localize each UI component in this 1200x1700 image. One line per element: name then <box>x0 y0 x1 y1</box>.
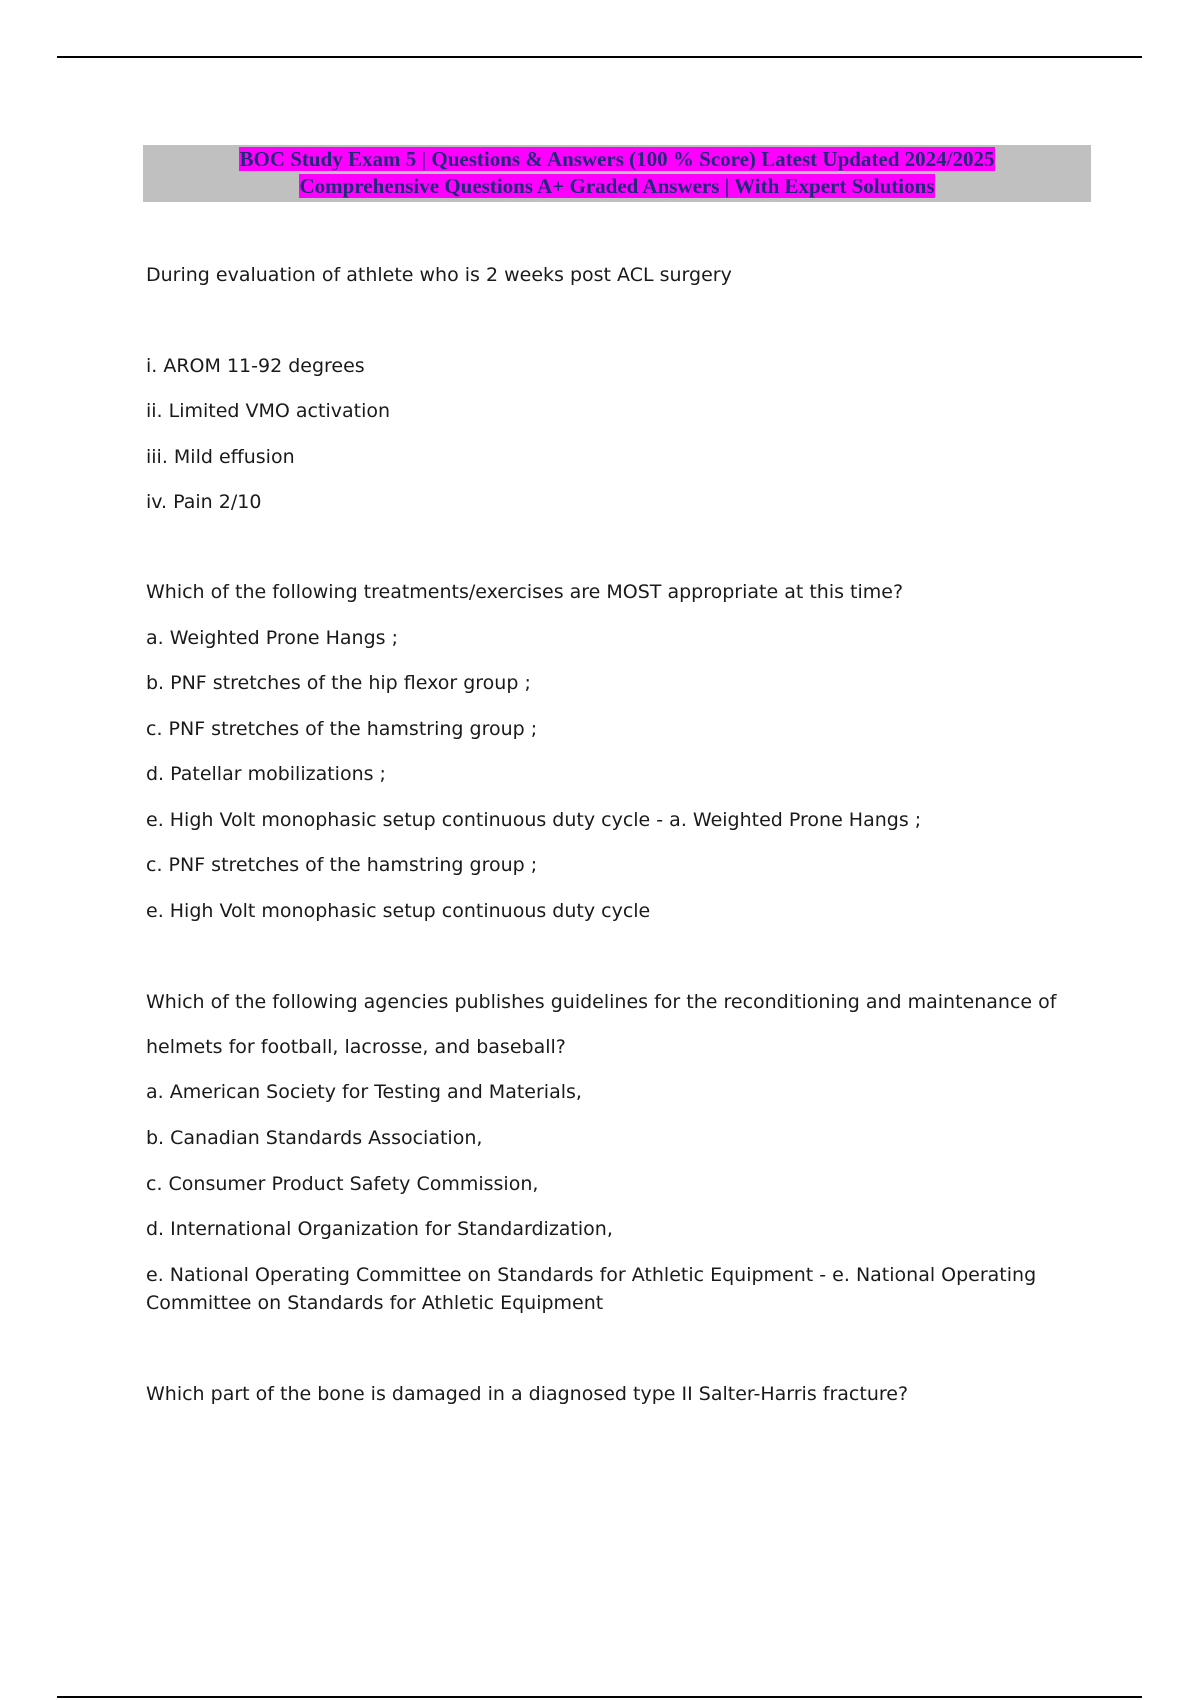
top-rule <box>57 56 1142 58</box>
q2-option: d. International Organization for Standardization, <box>146 1218 613 1240</box>
q1-answer: e. High Volt monophasic setup continuous duty cycle <box>146 900 651 922</box>
q2-option-e-line-2: Committee on Standards for Athletic Equipment <box>146 1292 604 1314</box>
q2-option-e-line-1: e. National Operating Committee on Standards for Athletic Equipment - e. National Operating <box>146 1264 1037 1286</box>
q1-option: c. PNF stretches of the hamstring group ; <box>146 718 538 740</box>
q1-question: Which of the following treatments/exercises are MOST appropriate at this time? <box>146 581 904 603</box>
q1-finding: ii. Limited VMO activation <box>146 400 391 422</box>
q1-option: a. Weighted Prone Hangs ; <box>146 627 398 649</box>
q1-answer: c. PNF stretches of the hamstring group ; <box>146 854 538 876</box>
q1-option: b. PNF stretches of the hip flexor group ; <box>146 672 531 694</box>
title-line-2: Comprehensive Questions A+ Graded Answers | With Expert Solutions <box>299 174 935 198</box>
q2-option: b. Canadian Standards Association, <box>146 1127 483 1149</box>
q1-option: d. Patellar mobilizations ; <box>146 763 386 785</box>
q1-finding: iii. Mild effusion <box>146 446 295 468</box>
document-title-banner <box>143 145 1091 202</box>
title-line-1: BOC Study Exam 5 | Questions & Answers (100 % Score) Latest Updated 2024/2025 <box>239 147 995 171</box>
q1-finding: i. AROM 11-92 degrees <box>146 355 365 377</box>
q1-intro: During evaluation of athlete who is 2 weeks post ACL surgery <box>146 264 732 286</box>
q2-question-line-1: Which of the following agencies publishes guidelines for the reconditioning and maintenance of <box>146 991 1057 1013</box>
q2-option: a. American Society for Testing and Materials, <box>146 1081 582 1103</box>
q1-option: e. High Volt monophasic setup continuous duty cycle - a. Weighted Prone Hangs ; <box>146 809 922 831</box>
q3-question: Which part of the bone is damaged in a diagnosed type II Salter-Harris fracture? <box>146 1383 909 1405</box>
q2-question-line-2: helmets for football, lacrosse, and baseball? <box>146 1036 566 1058</box>
bottom-rule <box>57 1696 1142 1698</box>
q1-finding: iv. Pain 2/10 <box>146 491 262 513</box>
q2-option: c. Consumer Product Safety Commission, <box>146 1173 539 1195</box>
